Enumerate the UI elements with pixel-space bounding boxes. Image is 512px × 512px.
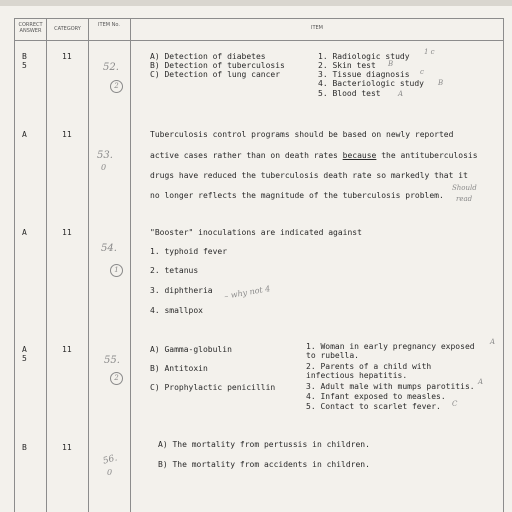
hand-mark: 0 xyxy=(107,468,113,477)
column-rule xyxy=(503,18,504,512)
header-item: ITEM xyxy=(310,25,323,31)
option: 3. diphtheria xyxy=(150,286,213,295)
header-category: CATEGORY xyxy=(54,26,81,32)
header-item-no: ITEM No. xyxy=(98,22,120,28)
hand-mark: 1 xyxy=(110,264,123,277)
category: 11 xyxy=(62,52,72,61)
correct-answer: A xyxy=(22,228,27,237)
item-number: 56. xyxy=(101,453,119,467)
option-right: 2. Parents of a child with xyxy=(306,362,432,371)
column-rule xyxy=(46,18,47,512)
option-left: C) Detection of lung cancer xyxy=(150,70,281,79)
hand-mark: c xyxy=(420,68,424,76)
hand-mark: B xyxy=(438,79,444,87)
column-rule xyxy=(14,18,15,512)
hand-mark: A xyxy=(398,90,404,98)
item-number: 55. xyxy=(104,355,120,366)
column-rule xyxy=(88,18,89,512)
option-right: 3. Adult male with mumps parotitis. xyxy=(306,382,475,391)
option-left: C) Prophylactic penicillin xyxy=(150,383,276,392)
option: 4. smallpox xyxy=(150,306,203,315)
text-fragment: the antituberculosis xyxy=(376,151,478,160)
header-correct-answer: CORRECT ANSWER xyxy=(18,22,43,34)
option-right: 1. Woman in early pregnancy exposed xyxy=(306,342,475,351)
option: A) The mortality from pertussis in children. xyxy=(158,440,370,449)
correct-answer: A xyxy=(22,345,27,354)
hand-note: – why not 4 xyxy=(223,284,271,301)
column-rule xyxy=(130,18,131,512)
hand-mark: 0 xyxy=(101,163,107,172)
item-text xyxy=(150,151,478,161)
correct-answer: B xyxy=(22,443,27,452)
option: 2. tetanus xyxy=(150,266,199,275)
correct-answer: 5 xyxy=(22,354,27,363)
category: 11 xyxy=(62,443,72,452)
option-left: B) Detection of tuberculosis xyxy=(150,61,285,70)
option: 1. typhoid fever xyxy=(150,247,228,256)
option-right: to rubella. xyxy=(306,351,359,360)
option-left: A) Detection of diabetes xyxy=(150,52,266,61)
underlined-word: because xyxy=(342,151,377,160)
hand-mark: C xyxy=(452,400,458,408)
hand-mark: 2 xyxy=(110,372,123,385)
side-note: Should xyxy=(452,184,477,192)
option-right: 4. Infant exposed to measles. xyxy=(306,392,446,401)
correct-answer: B xyxy=(22,52,27,61)
text-fragment: active cases rather than on death rates xyxy=(150,151,343,160)
hand-mark: A xyxy=(478,378,484,386)
hand-mark: 1 c xyxy=(424,48,435,56)
option: B) The mortality from accidents in children. xyxy=(158,460,370,469)
option-right: 3. Tissue diagnosis xyxy=(318,70,410,79)
option-right: 2. Skin test xyxy=(318,61,376,70)
option-right: infectious hepatitis. xyxy=(306,371,408,380)
option-right: 4. Bacteriologic study xyxy=(318,79,424,88)
option-right: 5. Blood test xyxy=(318,89,381,98)
option-left: A) Gamma-globulin xyxy=(150,345,232,354)
top-margin-strip xyxy=(0,0,512,6)
category: 11 xyxy=(62,228,72,237)
item-number: 53. xyxy=(97,150,113,161)
side-note: read xyxy=(456,195,473,203)
option-left: B) Antitoxin xyxy=(150,364,208,373)
category: 11 xyxy=(62,130,72,139)
option-right: 1. Radiologic study xyxy=(318,52,410,61)
correct-answer: 5 xyxy=(22,61,27,70)
item-text: drugs have reduced the tuberculosis death rate so markedly that it xyxy=(150,171,468,180)
item-text: Tuberculosis control programs should be based on newly reported xyxy=(150,130,454,139)
item-stem: "Booster" inoculations are indicated against xyxy=(150,228,362,237)
hand-mark: 2 xyxy=(110,80,123,93)
item-number: 52. xyxy=(103,62,119,73)
hand-mark: B xyxy=(388,60,394,68)
option-right: 5. Contact to scarlet fever. xyxy=(306,402,441,411)
hand-mark: A xyxy=(490,338,496,346)
correct-answer: A xyxy=(22,130,27,139)
item-text: no longer reflects the magnitude of the tuberculosis problem. xyxy=(150,191,444,200)
item-number: 54. xyxy=(101,243,117,254)
category: 11 xyxy=(62,345,72,354)
